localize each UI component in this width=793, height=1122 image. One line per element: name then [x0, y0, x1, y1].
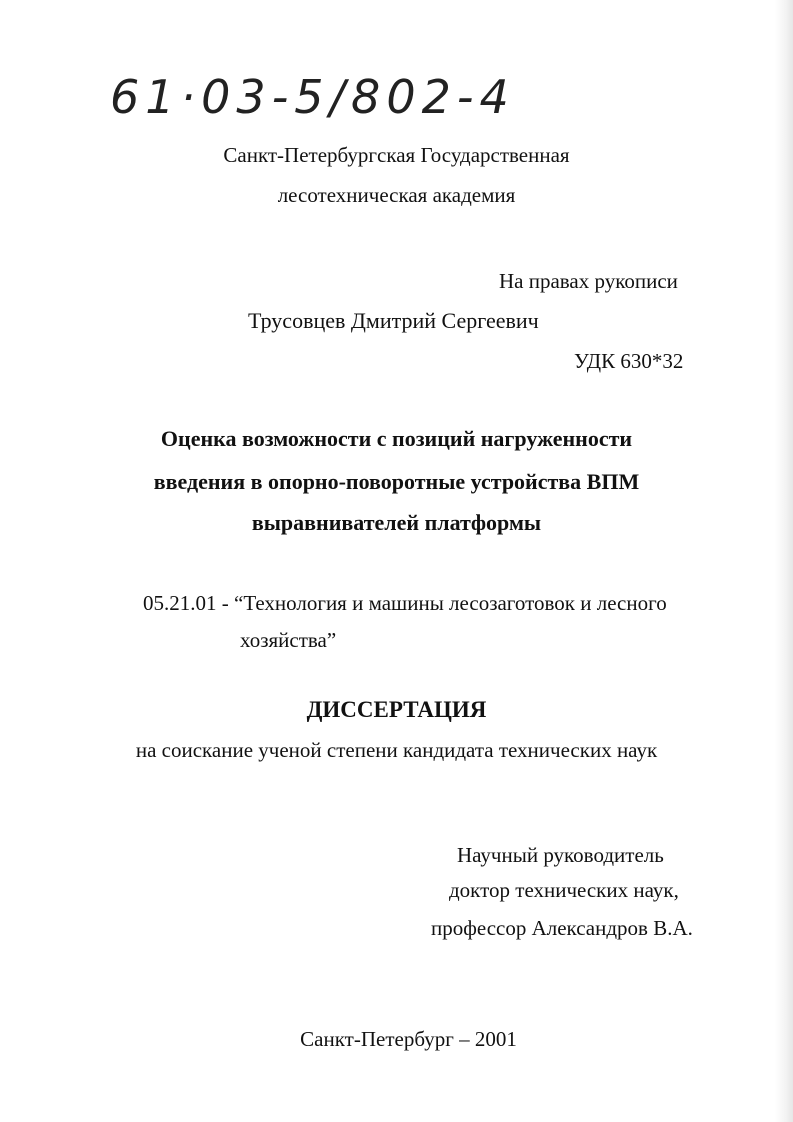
specialty-line-1: 05.21.01 - “Технология и машины лесозаготовок и лесного [143, 591, 667, 615]
title-line-1: Оценка возможности с позиций нагруженности [160, 426, 633, 451]
page-edge-shadow [775, 0, 793, 1122]
document-type: ДИССЕРТАЦИЯ [306, 697, 487, 722]
institution-line-1: Санкт-Петербургская Государственная [223, 143, 570, 167]
title-line-3: выравнивателей платформы [251, 510, 542, 535]
handwritten-archive-number: 61·03-5/802-4 [110, 70, 515, 124]
supervisor-title: Научный руководитель [457, 843, 664, 867]
specialty-line-2: хозяйства” [240, 628, 337, 652]
supervisor-degree: доктор технических наук, [449, 878, 679, 902]
udk-code: УДК 630*32 [574, 349, 684, 373]
degree-line: на соискание ученой степени кандидата технических наук [135, 738, 658, 762]
title-line-2: введения в опорно-поворотные устройства ВПМ [153, 469, 640, 494]
supervisor-name: профессор Александров В.А. [431, 916, 693, 940]
institution-line-2: лесотехническая академия [277, 183, 516, 207]
author-name: Трусовцев Дмитрий Сергеевич [248, 308, 539, 333]
rights-note: На правах рукописи [499, 269, 678, 293]
place-and-year: Санкт-Петербург – 2001 [300, 1027, 517, 1051]
